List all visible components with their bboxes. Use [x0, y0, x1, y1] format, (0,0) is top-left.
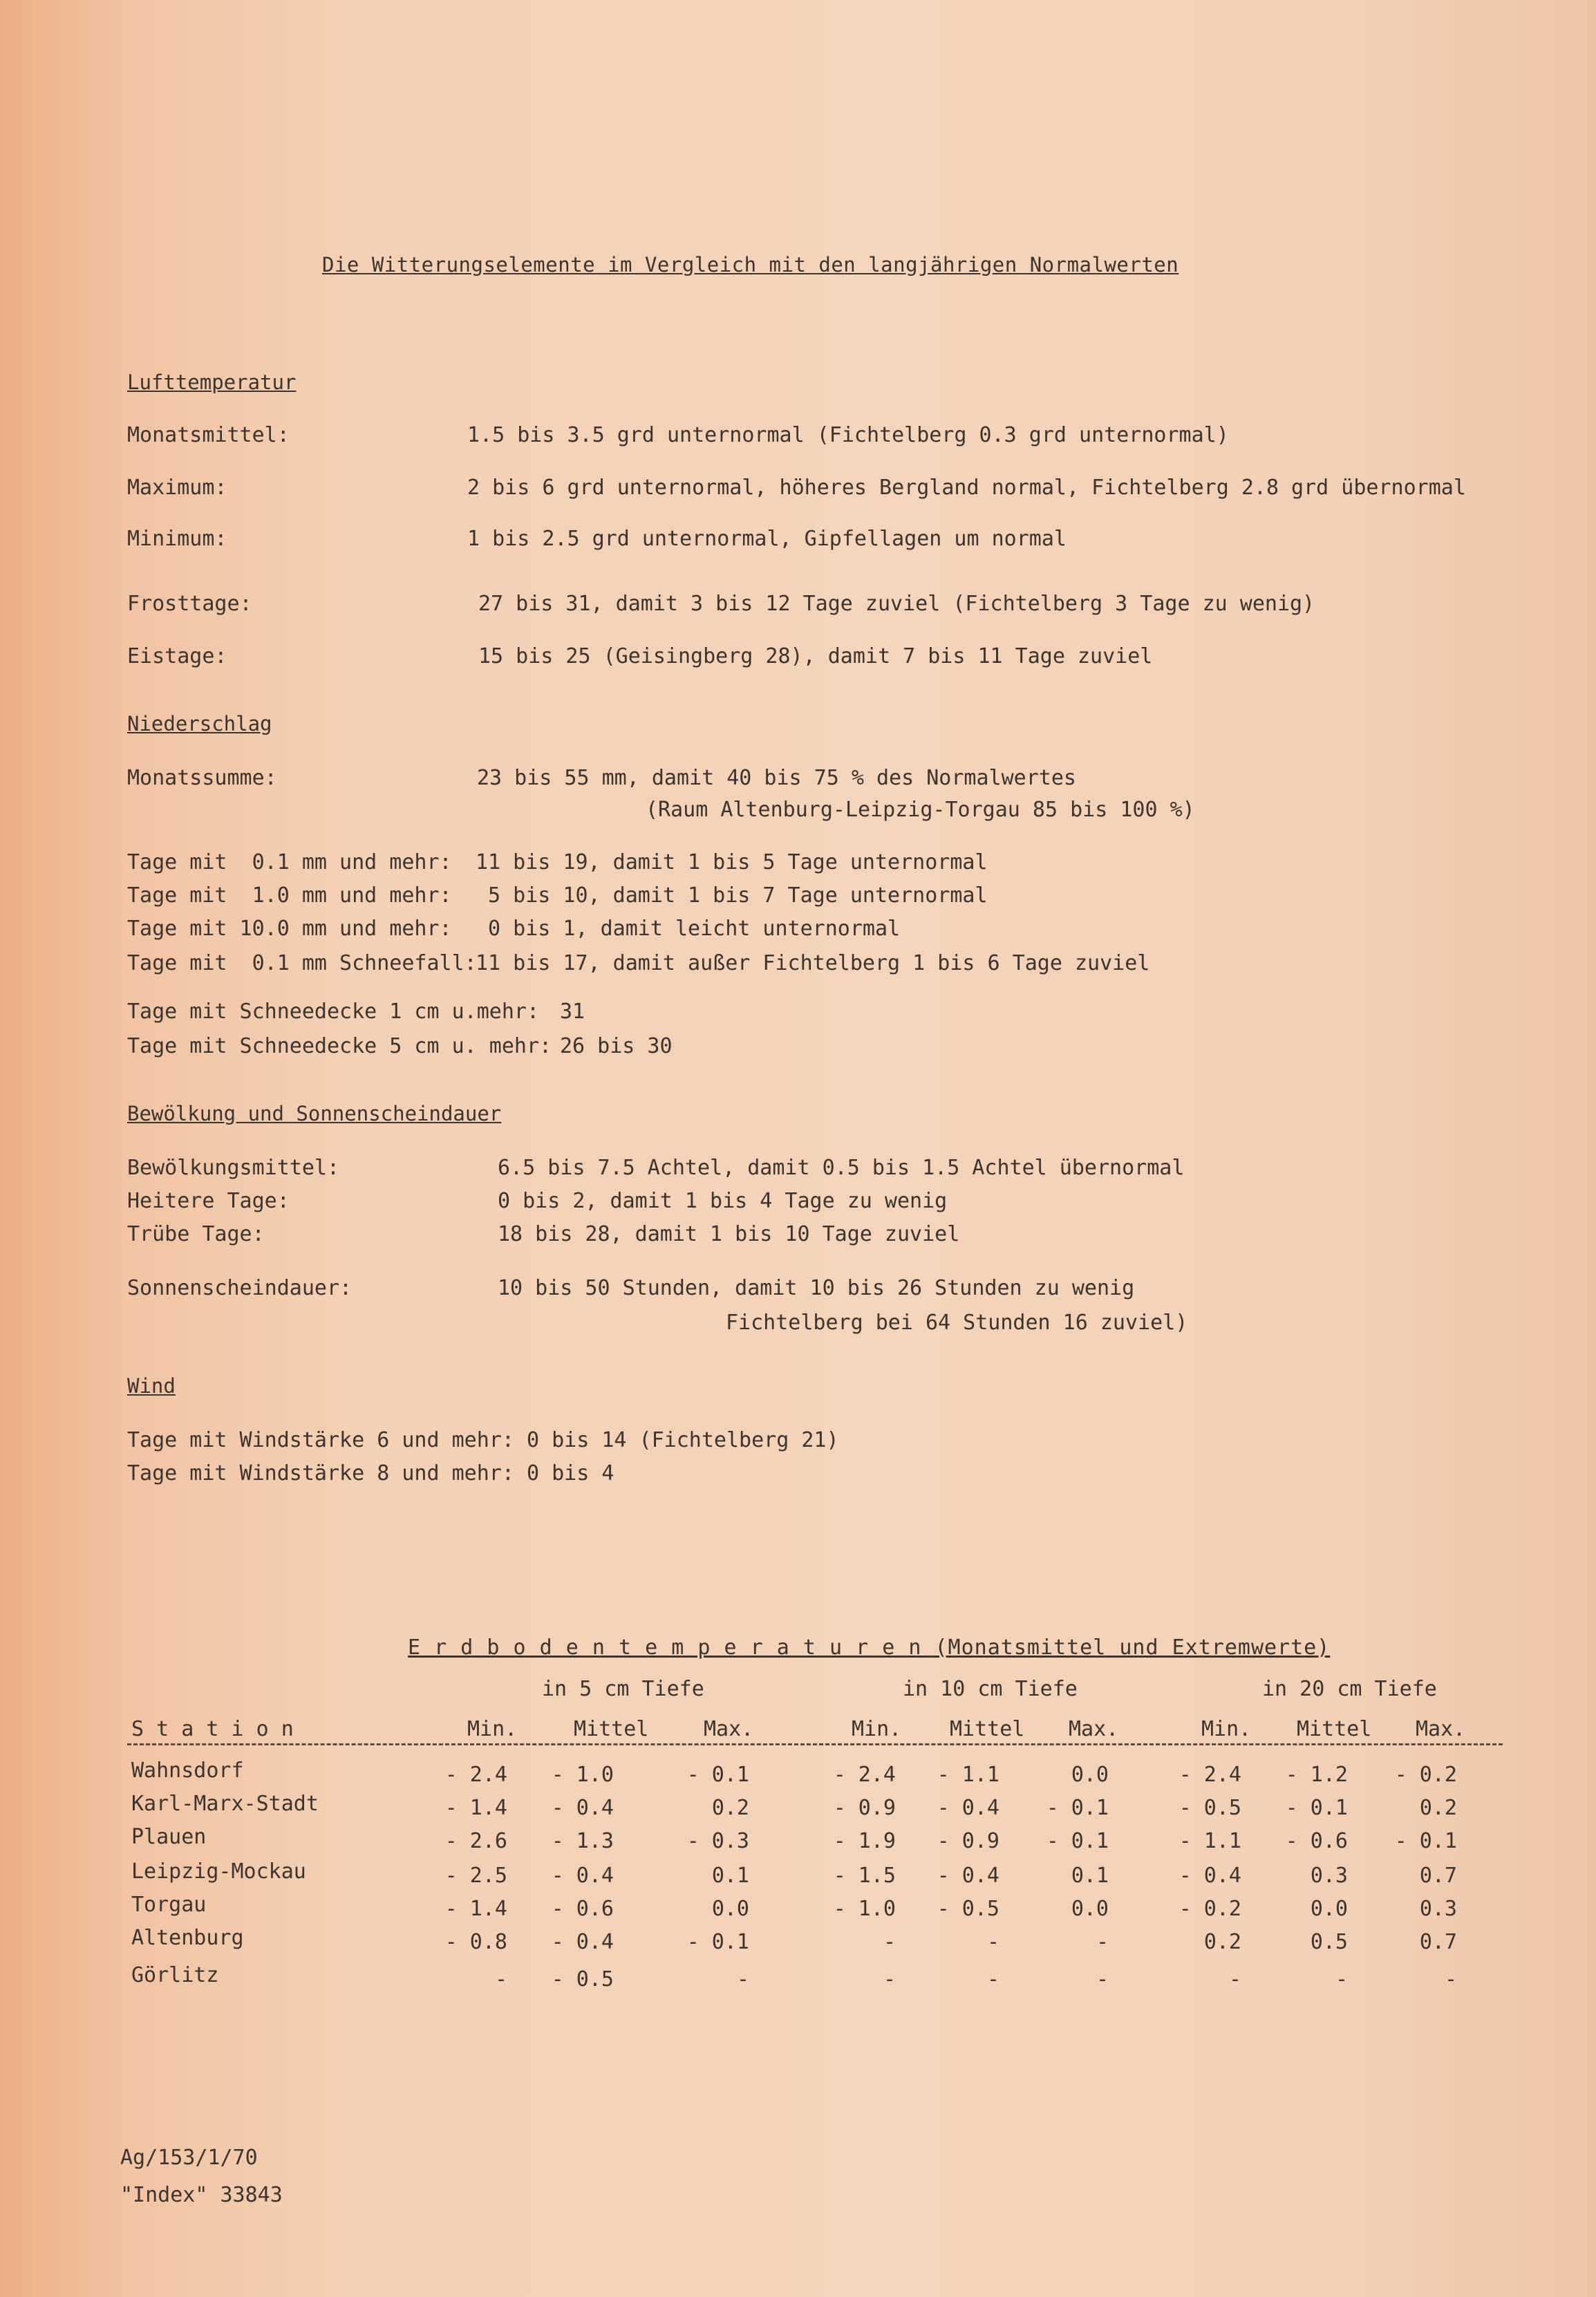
wind-line: Tage mit Windstärke 6 und mehr: 0 bis 14 (Fichtelberg 21) — [127, 1428, 839, 1452]
temperature-cell: - 1.2 — [1285, 1763, 1348, 1787]
temperature-cell: 0.7 — [1419, 1930, 1457, 1954]
row-value: 5 bis 10, damit 1 bis 7 Tage unternormal — [476, 883, 988, 908]
temperature-cell: - — [1335, 1967, 1348, 1991]
row-label: Eistage: — [127, 644, 227, 668]
temperature-cell: - 1.4 — [444, 1796, 507, 1820]
station-name: Wahnsdorf — [131, 1759, 244, 1783]
temperature-cell: - 0.1 — [686, 1930, 749, 1954]
archive-reference: Ag/153/1/70 — [120, 2146, 258, 2170]
row-value: 27 bis 31, damit 3 bis 12 Tage zuviel (Fichtelberg 3 Tage zu wenig) — [478, 592, 1315, 616]
temperature-cell: - 0.1 — [1046, 1796, 1109, 1820]
col-header: Min. — [467, 1717, 518, 1741]
station-column-header: S t a t i o n — [131, 1717, 294, 1741]
temperature-cell: - 0.1 — [1394, 1829, 1457, 1853]
row-value: 1.5 bis 3.5 grd unternormal (Fichtelberg 0.3 grd unternormal) — [467, 423, 1229, 447]
row-value: 31 — [560, 1000, 585, 1024]
temperature-cell: - 0.9 — [833, 1796, 896, 1820]
temperature-cell: 0.3 — [1310, 1864, 1348, 1888]
temperature-cell: - 1.1 — [1179, 1829, 1241, 1853]
depth-header-20cm: in 20 cm Tiefe — [1262, 1677, 1437, 1701]
station-name: Leipzig-Mockau — [131, 1859, 306, 1884]
row-label: Sonnenscheindauer: — [127, 1276, 353, 1300]
row-label: Frosttage: — [127, 592, 252, 616]
row-value: 6.5 bis 7.5 Achtel, damit 0.5 bis 1.5 Achtel übernormal — [498, 1156, 1185, 1180]
row-value: 0 bis 2, damit 1 bis 4 Tage zu wenig — [498, 1189, 948, 1213]
row-label: Tage mit Schneedecke 1 cm u.mehr: — [127, 1000, 540, 1024]
temperature-cell: 0.0 — [1071, 1763, 1109, 1787]
temperature-cell: 0.2 — [1203, 1930, 1241, 1954]
row-value: 26 bis 30 — [560, 1034, 673, 1058]
section-heading-wind: Wind — [127, 1374, 176, 1398]
temperature-cell: - 0.4 — [937, 1796, 999, 1820]
row-label: Monatsmittel: — [127, 423, 290, 447]
col-header: Max. — [1416, 1717, 1466, 1741]
wind-line: Tage mit Windstärke 8 und mehr: 0 bis 4 — [127, 1461, 614, 1485]
temperature-cell: - — [1096, 1930, 1109, 1954]
temperature-cell: - — [736, 1967, 749, 1991]
temperature-cell: - 2.5 — [444, 1864, 507, 1888]
temperature-cell: - 0.2 — [1179, 1897, 1241, 1921]
temperature-cell: - — [494, 1967, 507, 1991]
temperature-cell: - 0.4 — [551, 1930, 614, 1954]
row-label: Bewölkungsmittel: — [127, 1156, 340, 1180]
temperature-cell: - 0.6 — [551, 1897, 614, 1921]
temperature-cell: 0.1 — [711, 1864, 749, 1888]
section-heading-bewoelkung: Bewölkung und Sonnenscheindauer — [127, 1102, 502, 1125]
col-header: Min. — [852, 1717, 902, 1741]
temperature-cell: - 2.4 — [1179, 1763, 1241, 1787]
temperature-cell: 0.2 — [1419, 1796, 1457, 1820]
temperature-cell: 0.0 — [1310, 1897, 1348, 1921]
depth-header-10cm: in 10 cm Tiefe — [903, 1677, 1078, 1701]
row-value: 2 bis 6 grd unternormal, höheres Bergland normal, Fichtelberg 2.8 grd übernormal — [467, 476, 1466, 500]
temperature-cell: 0.0 — [711, 1897, 749, 1921]
temperature-cell: - 2.6 — [444, 1829, 507, 1853]
temperature-cell: 0.2 — [711, 1796, 749, 1820]
row-label: Tage mit 10.0 mm und mehr: — [127, 917, 452, 941]
col-header: Min. — [1201, 1717, 1252, 1741]
row-label: Tage mit Schneedecke 5 cm u. mehr: — [127, 1034, 552, 1058]
temperature-cell: - — [1444, 1967, 1457, 1991]
row-label: Heitere Tage: — [127, 1189, 290, 1213]
row-label: Tage mit 0.1 mm Schneefall: — [127, 951, 477, 975]
row-label: Maximum: — [127, 476, 227, 500]
temperature-cell: - 0.9 — [937, 1829, 999, 1853]
temperature-cell: - 0.1 — [1046, 1829, 1109, 1853]
temperature-cell: - — [986, 1930, 999, 1954]
station-name: Torgau — [131, 1893, 207, 1917]
temperature-cell: 0.7 — [1419, 1864, 1457, 1888]
col-header: Mittel — [1297, 1717, 1372, 1741]
row-note: (Raum Altenburg-Leipzig-Torgau 85 bis 100 %) — [646, 798, 1195, 822]
row-value: 10 bis 50 Stunden, damit 10 bis 26 Stunden zu wenig — [498, 1276, 1135, 1300]
col-header: Max. — [1069, 1717, 1119, 1741]
col-header: Mittel — [950, 1717, 1025, 1741]
temperature-cell: 0.1 — [1071, 1864, 1109, 1888]
row-value: 1 bis 2.5 grd unternormal, Gipfellagen um normal — [467, 527, 1067, 551]
row-label: Trübe Tage: — [127, 1222, 265, 1246]
temperature-cell: - — [883, 1967, 896, 1991]
index-number: "Index" 33843 — [120, 2183, 283, 2207]
temperature-cell: - 0.4 — [551, 1864, 614, 1888]
row-label: Tage mit 0.1 mm und mehr: — [127, 850, 452, 874]
temperature-cell: - — [883, 1930, 896, 1954]
header-divider — [127, 1743, 1503, 1745]
station-name: Karl-Marx-Stadt — [131, 1792, 319, 1816]
temperature-cell: - 0.2 — [1394, 1763, 1457, 1787]
row-value: 23 bis 55 mm, damit 40 bis 75 % des Normalwertes — [477, 766, 1076, 790]
row-label: Monatssumme: — [127, 766, 277, 790]
page-title: Die Witterungselemente im Vergleich mit den langjährigen Normalwerten — [322, 253, 1179, 276]
temperature-cell: - 0.4 — [1179, 1864, 1241, 1888]
station-name: Görlitz — [131, 1963, 219, 1987]
soil-table-title: E r d b o d e n t e m p e r a t u r e n (Monatsmittel und Extremwerte) — [408, 1635, 1331, 1660]
temperature-cell: - 0.4 — [937, 1864, 999, 1888]
row-note: Fichtelberg bei 64 Stunden 16 zuviel) — [726, 1311, 1188, 1335]
temperature-cell: - 1.9 — [833, 1829, 896, 1853]
temperature-cell: - 0.1 — [1285, 1796, 1348, 1820]
col-header: Max. — [704, 1717, 754, 1741]
temperature-cell: - 1.4 — [444, 1897, 507, 1921]
station-name: Plauen — [131, 1825, 207, 1849]
station-name: Altenburg — [131, 1926, 244, 1950]
section-heading-niederschlag: Niederschlag — [127, 712, 272, 735]
row-value: 11 bis 19, damit 1 bis 5 Tage unternormal — [476, 850, 988, 874]
row-label: Tage mit 1.0 mm und mehr: — [127, 883, 452, 908]
col-header: Mittel — [574, 1717, 649, 1741]
temperature-cell: - 2.4 — [444, 1763, 507, 1787]
temperature-cell: - 0.8 — [444, 1930, 507, 1954]
temperature-cell: - — [1228, 1967, 1241, 1991]
temperature-cell: - 0.5 — [551, 1967, 614, 1991]
depth-header-5cm: in 5 cm Tiefe — [542, 1677, 704, 1701]
temperature-cell: - 1.5 — [833, 1864, 896, 1888]
row-value: 18 bis 28, damit 1 bis 10 Tage zuviel — [498, 1222, 960, 1246]
row-value: 15 bis 25 (Geisingberg 28), damit 7 bis 11 Tage zuviel — [478, 644, 1153, 668]
temperature-cell: - 0.1 — [686, 1763, 749, 1787]
temperature-cell: - 1.0 — [833, 1897, 896, 1921]
row-label: Minimum: — [127, 527, 227, 551]
row-value: 11 bis 17, damit außer Fichtelberg 1 bis 6 Tage zuviel — [476, 951, 1150, 975]
row-value: 0 bis 1, damit leicht unternormal — [476, 917, 901, 941]
temperature-cell: - 2.4 — [833, 1763, 896, 1787]
temperature-cell: 0.5 — [1310, 1930, 1348, 1954]
temperature-cell: - — [1096, 1967, 1109, 1991]
temperature-cell: - 1.1 — [937, 1763, 999, 1787]
temperature-cell: - — [986, 1967, 999, 1991]
section-heading-lufttemperatur: Lufttemperatur — [127, 371, 297, 394]
temperature-cell: - 0.6 — [1285, 1829, 1348, 1853]
temperature-cell: 0.3 — [1419, 1897, 1457, 1921]
temperature-cell: - 1.0 — [551, 1763, 614, 1787]
temperature-cell: - 0.5 — [937, 1897, 999, 1921]
temperature-cell: - 1.3 — [551, 1829, 614, 1853]
temperature-cell: 0.0 — [1071, 1897, 1109, 1921]
temperature-cell: - 0.3 — [686, 1829, 749, 1853]
temperature-cell: - 0.4 — [551, 1796, 614, 1820]
temperature-cell: - 0.5 — [1179, 1796, 1241, 1820]
